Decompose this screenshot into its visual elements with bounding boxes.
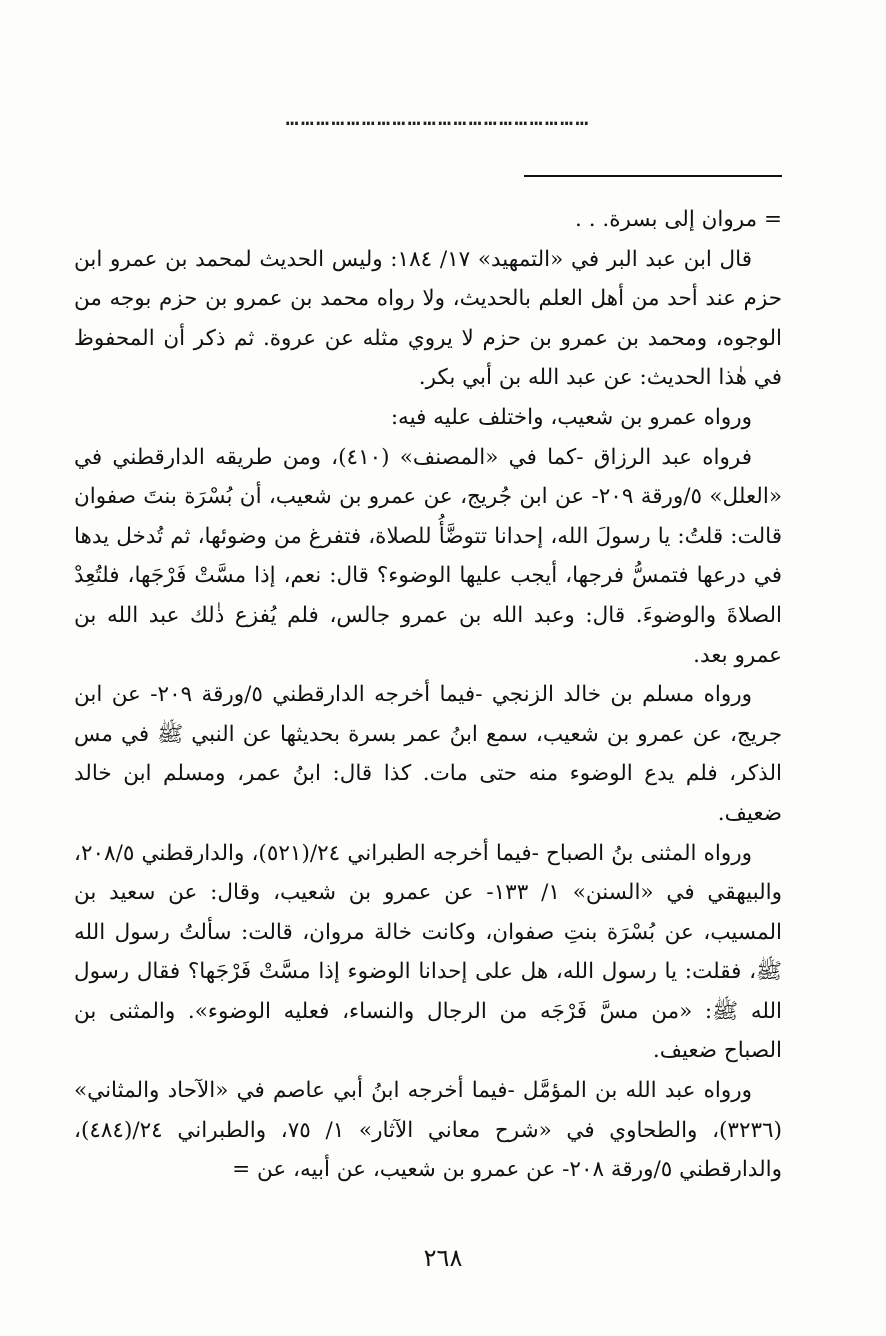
paragraph-muslim-ibn-khalid: ورواه مسلم بن خالد الزنجي -فيما أخرجه الدارقطني ٥/ورقة ٢٠٩- عن ابن جريج، عن عمرو بن شعيب، سمع ابنُ عمر بسرة بحديثها عن النبي ﷺ في مس الذكر، فلم يدع الوضوء منه حتى مات. كذا قال: ابنُ عمر، ومسلم ابن خالد ضعيف. xyxy=(74,682,782,826)
footnote-separator-dots: …………………………………………………… xyxy=(285,106,591,131)
paragraph-ibn-abd-al-barr: قال ابن عبد البر في «التمهيد» ١٧/ ١٨٤: وليس الحديث لمحمد بن عمرو ابن حزم عند أحد من أهل العلم بالحديث، ولا رواه محمد بن عمرو بن حزم بوجه من الوجوه، ومحمد بن عمرو بن حزم لا يروي مثله عن عروة. ثم ذكر أن المحفوظ في هٰذا الحديث: عن عبد الله بن أبي بكر. xyxy=(74,246,782,391)
page-number: ٢٦٨ xyxy=(423,1244,463,1272)
paragraph-abd-allah-ibn-al-muammal: ورواه عبد الله بن المؤمَّل -فيما أخرجه ابنُ أبي عاصم في «الآحاد والمثاني» (٣٢٣٦)، والطحاوي في «شرح معاني الآثار» ١/ ٧٥، والطبراني ٢٤/(٤٨٤)، والدارقطني ٥/ورقة ٢٠٨- عن عمرو بن شعيب، عن أبيه، عن = xyxy=(74,1078,782,1183)
footnote-rule xyxy=(524,175,782,177)
continuation-line: = مروان إلى بسرة. . . xyxy=(575,207,782,232)
footnote-body xyxy=(74,200,782,1190)
paragraph-muthanna: ورواه المثنى بنُ الصباح -فيما أخرجه الطبراني ٢٤/(٥٢١)، والدارقطني ٢٠٨/٥، والبيهقي في «السنن» ١/ ١٣٣- عن عمرو بن شعيب، وقال: عن سعيد بن المسيب، عن بُسْرَة بنتِ صفوان، وكانت خالة مروان، قالت: سألتُ رسول الله ﷺ، فقلت: يا رسول الله، هل على إحدانا الوضوء إذا مسَّتْ فَرْجَها؟ فقال رسول الله ﷺ: «من مسَّ فَرْجَه من الرجال والنساء، فعليه الوضوء». والمثنى بن الصباح ضعيف. xyxy=(74,840,783,1064)
paragraph-abd-al-razzaq: فرواه عبد الرزاق -كما في «المصنف» (٤١٠)، ومن طريقه الدارقطني في «العلل» ٥/ورقة ٢٠٩- عن ابن جُريج، عن عمرو بن شعيب، أن بُسْرَة بنتَ صفوان قالت: قلتُ: يا رسولَ الله، إحدانا تتوضَّأُ للصلاة، فتفرغ من وضوئها، ثم تُدخل يدها في درعها فتمسُّ فرجها، أيجب عليها الوضوء؟ قال: نعم، إذا مسَّتْ فَرْجَها، فلتُعِدْ الصلاةَ والوضوءَ. قال: وعبد الله بن عمرو جالس، فلم يُفزع ذٰلك عبد الله بن عمرو بعد. xyxy=(74,444,782,668)
paragraph-amr-ibn-shuayb: ورواه عمرو بن شعيب، واختلف عليه فيه: xyxy=(390,404,752,430)
